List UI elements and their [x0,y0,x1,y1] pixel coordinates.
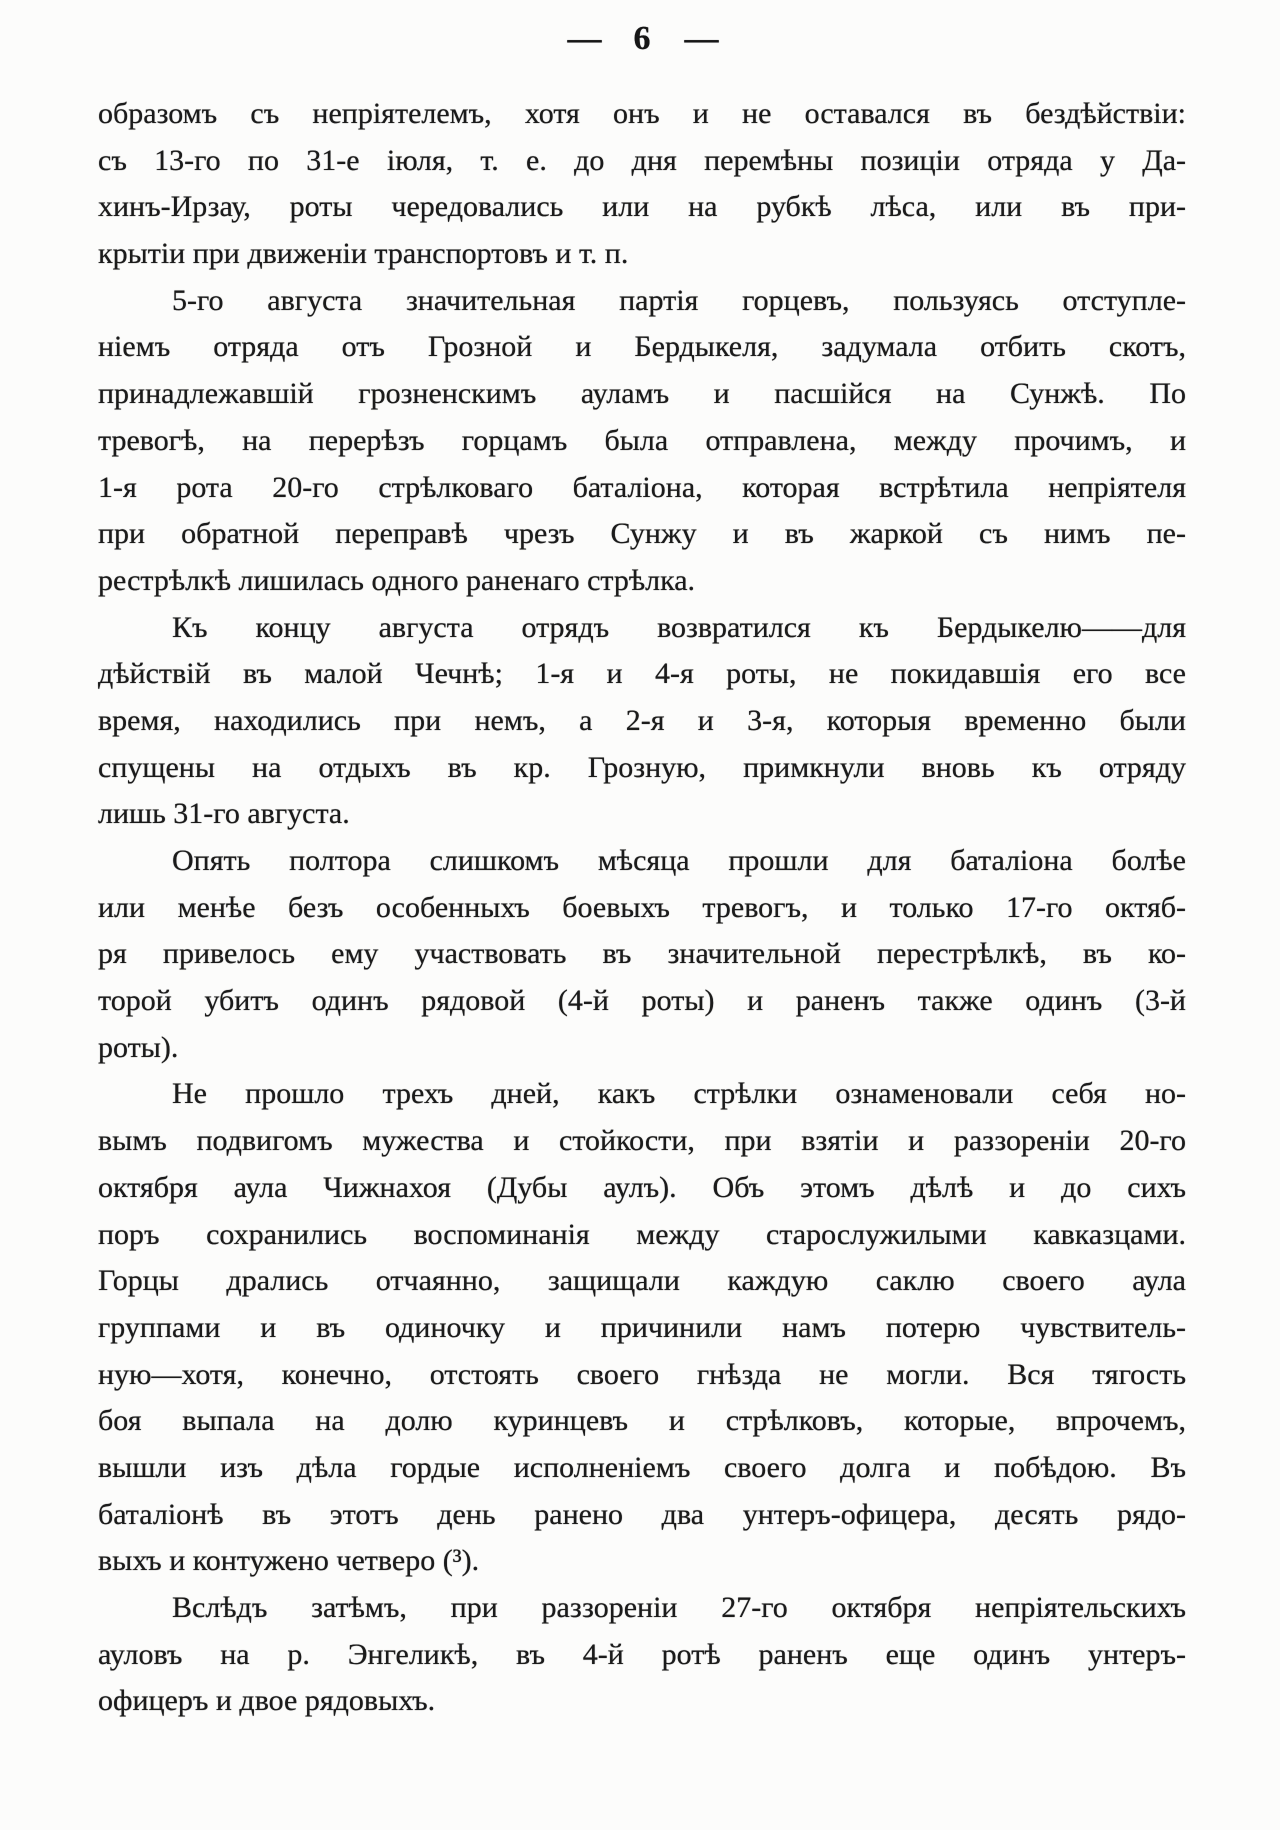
header-dash-left: — [567,20,600,57]
text-line: 5-го августа значительная партія горцевъ, пользуясь отступле- [172,283,1186,317]
text-line: ніемъ отряда отъ Грозной и Бердыкеля, задумала отбить скотъ, [98,330,1186,364]
text-line: ную—хотя, конечно, отстоять своего гнѣзда не могли. Вся тягость [98,1357,1186,1391]
page-header [98,20,1186,58]
text-line: образомъ съ непріятелемъ, хотя онъ и не оставался въ бездѣйствіи: [98,97,1186,130]
text-line: тревогѣ, на перерѣзъ горцамъ была отправлена, между прочимъ, и [98,423,1186,457]
paragraph [98,605,1186,838]
text-line: время, находились при немъ, а 2-я и 3-я, которыя временно были [98,703,1186,737]
text-line: роты). [98,1030,179,1064]
text-line: спущены на отдыхъ въ кр. Грозную, примкнули вновь къ отряду [98,750,1186,784]
text-line: рестрѣлкѣ лишилась одного раненаго стрѣлка. [98,563,696,597]
text-line: ря привелось ему участвовать въ значительной перестрѣлкѣ, въ ко- [98,937,1186,971]
text-line: при обратной переправѣ чрезъ Сунжу и въ жаркой съ нимъ пе- [98,517,1186,551]
text-line: или менѣе безъ особенныхъ боевыхъ тревогъ, и только 17-го октяб- [98,890,1186,924]
text-line: съ 13-го по 31-е іюля, т. е. до дня перемѣны позиціи отряда у Да- [98,143,1186,177]
text-line: вымъ подвигомъ мужества и стойкости, при взятіи и раззореніи 20-го [98,1124,1186,1158]
text-line: Горцы дрались отчаянно, защищали каждую саклю своего аула [98,1264,1186,1298]
text-line: выхъ и контужено четверо (³). [98,1544,480,1578]
text-line: Опять полтора слишкомъ мѣсяца прошли для баталіона болѣе [172,844,1186,877]
text-line: Вслѣдъ затѣмъ, при раззореніи 27-го октября непріятельскихъ [172,1591,1186,1624]
text-line: 1-я рота 20-го стрѣлковаго баталіона, которая встрѣтила непріятеля [98,470,1186,504]
text-line: торой убитъ одинъ рядовой (4-й роты) и раненъ также одинъ (3-й [98,984,1186,1018]
text-line: хинъ-Ирзау, роты чередовались или на рубкѣ лѣса, или въ при- [98,190,1186,224]
paragraph [98,1585,1186,1725]
page-number: 6 [633,20,651,57]
text-line: принадлежавшій грозненскимъ ауламъ и пасшійся на Сунжѣ. По [98,377,1186,411]
paragraph [98,278,1186,605]
header-dash-right: — [684,20,717,57]
text-line: группами и въ одиночку и причинили намъ потерю чувствитель- [98,1310,1186,1344]
text-line: вышли изъ дѣла гордые исполненіемъ своего долга и побѣдою. Въ [98,1450,1186,1484]
text-line: офицеръ и двое рядовыхъ. [98,1684,436,1718]
text-line: поръ сохранились воспоминанія между старослужилыми кавказцами. [98,1217,1186,1251]
text-line: крытіи при движеніи транспортовъ и т. п. [98,237,629,271]
paragraph [98,1071,1186,1585]
paragraph [98,91,1186,278]
text-line: Не прошло трехъ дней, какъ стрѣлки ознаменовали себя но- [172,1077,1186,1111]
text-line: баталіонѣ въ этотъ день ранено два унтеръ-офицера, десять рядо- [98,1497,1186,1531]
paragraph [98,838,1186,1071]
text-line: лишь 31-го августа. [98,797,350,831]
text-line: октября аула Чижнахоя (Дубы аулъ). Объ этомъ дѣлѣ и до сихъ [98,1170,1186,1204]
text-line: Къ концу августа отрядъ возвратился къ Бердыкелю——для [172,610,1186,644]
text-block [98,91,1186,1725]
text-line: боя выпала на долю куринцевъ и стрѣлковъ, которые, впрочемъ, [98,1404,1186,1438]
text-line: дѣйствій въ малой Чечнѣ; 1-я и 4-я роты, не покидавшія его все [98,657,1186,691]
text-line: ауловъ на р. Энгеликѣ, въ 4-й ротѣ раненъ еще одинъ унтеръ- [98,1637,1186,1671]
